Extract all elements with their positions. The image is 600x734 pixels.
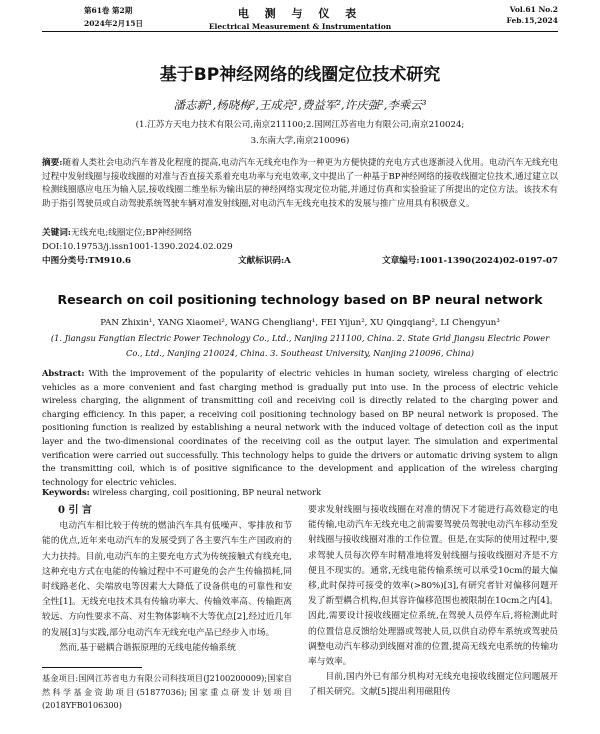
affiliation-en-line2: Co., Ltd., Nanjing 210024, China. 3. Southeast University, Nanjing 210096, China) xyxy=(126,348,474,358)
keywords-en xyxy=(42,486,558,500)
authors-en: PAN Zhixin¹, YANG Xiaomei², WANG Chengliang¹, FEI Yijun², XU Qingqiang², LI Chengyun³ xyxy=(100,318,500,328)
doi: DOI:10.19753/j.issn1001-1390.2024.02.029 xyxy=(42,242,233,252)
left-column xyxy=(42,503,292,656)
journal-name-en: Electrical Measurement & Instrumentation xyxy=(208,22,392,31)
document-code: 文献标识码:A xyxy=(238,256,291,266)
affiliation-cn-line2: 3.东南大学,南京210096) xyxy=(250,136,350,146)
affiliation-en-line1: (1. Jiangsu Fangtian Electric Power Technology Co., Ltd., Nanjing 211100, China. 2. State Grid Jiangsu Electric Power xyxy=(50,333,550,343)
abstract-cn-label: 摘要: xyxy=(42,158,63,168)
running-header xyxy=(42,5,558,31)
keywords-cn-label: 关键词: xyxy=(42,228,71,238)
body-paragraph-3: 要求发射线圈与接收线圈在对准的情况下才能进行高效稳定的电能传输,电动汽车无线充电之前需要驾驶员驾驶电动汽车移动至发射线圈与接收线圈对准的工作位置。但是,在实际的使用过程中,要求驾驶人员每次停车时精准地将发射线圈与接收线圈对齐是不方便且不现实的。通常,无线电能传输系统可以承受10cm的最大偏移,此时保持可接受的效率(>80%)[3],有研究者针对偏移问题开发了新型耦合机构,但其容许偏移范围也被限制在10cm之内[4]。因此,需要设计接收线圈定位系统,在驾驶人员停车后,将检测此时的位置信息反馈给处理器或驾驶人员,以供自动停车系统或驾驶员调整电动汽车移动到线圈对准的位置,提高无线充电系统的传输功率与效率。 xyxy=(308,505,558,668)
issue-date-en: Feb.15,2024 xyxy=(506,16,558,25)
body-paragraph-1: 电动汽车相比较于传统的燃油汽车具有低噪声、零排放和节能的优点,近年来电动汽车的发展受到了各主要汽车生产国政府的大力扶持。目前,电动汽车的主要充电方式为传统接触式有线充电,这种充电方式在电能的传输过程中不可避免的会产生传输损耗,同时线路老化、尖端放电等因素大大降低了设备供电的可靠性和安全性[1]。无线充电技术具有传输功率大、传输效率高、传输距离较远、方向性要求不高、对生物体影响不大等优点[2],经过近几年的发展[3]与实践,部分电动汽车无线充电产品已经步入市场。 xyxy=(42,521,292,638)
abstract-en xyxy=(42,367,558,489)
article-number: 文章编号:1001-1390(2024)02-0197-07 xyxy=(382,256,558,266)
section-heading: 0 引 言 xyxy=(58,505,92,516)
keywords-cn-text: 无线充电;线圈定位;BP神经网络 xyxy=(70,228,192,238)
journal-name xyxy=(42,5,558,31)
keywords-en-text: wireless charging, coil positioning, BP neural network xyxy=(92,487,322,497)
clc-number: 中图分类号:TM910.6 xyxy=(42,256,131,266)
body-paragraph-4: 目前,国内外已有部分机构对无线充电接收线圈定位问题展开了相关研究。文献[5]提出利用磁阻传 xyxy=(308,672,558,698)
volume-issue-en: Vol.61 No.2 xyxy=(509,5,558,14)
issue-date: 2024年2月15日 xyxy=(84,19,144,28)
body-paragraph-2: 然而,基于磁耦合谐振原理的无线电能传输系统 xyxy=(59,642,236,653)
journal-volume-info-en xyxy=(507,5,558,25)
abstract-cn xyxy=(42,157,558,211)
funding-footnote: 基金项目:国网江苏省电力有限公司科技项目(J2100200009);国家自然科学基金资助项目(51877036);国家重点研发计划项目(2018YFB0106300) xyxy=(42,673,292,710)
right-column xyxy=(308,503,558,701)
keywords-en-label: Keywords: xyxy=(42,487,90,497)
volume-issue: 第61卷 第2期 xyxy=(84,6,133,15)
authors-cn: 潘志新¹,杨晓梅²,王成亮¹,费益军²,许庆强²,李乘云³ xyxy=(173,98,427,112)
abstract-en-label: Abstract: xyxy=(42,368,85,378)
abstract-cn-text: 随着人类社会电动汽车普及化程度的提高,电动汽车无线充电作为一种更为方便快捷的充电方式也逐渐浸入优用。电动汽车无线充电过程中发射线圈与接收线圈的对准与否直接关系着充电功率与充电效率,文中提出了一种基于BP神经网络的接收线圈定位技术,通过建立以检测线圈感应电压为输入层,接收线圈二维坐标为输出层的神经网络实现定位功能,并通过仿真和实验验证了所提出的定位方法。该技术有助于指引驾驶员或自动驾驶系统驾驶车辆对准发射线圈,对电动汽车无线充电技术的发展与推广应用具有积极意义。 xyxy=(42,158,559,209)
keywords-cn xyxy=(42,227,558,241)
affiliation-cn-line1: (1.江苏方天电力技术有限公司,南京211100;2.国网江苏省电力有限公司,南京210024; xyxy=(135,120,465,130)
classification-row xyxy=(42,255,558,269)
journal-name-cn: 电 测 与 仪 表 xyxy=(237,7,363,20)
paper-title-cn: 基于BP神经网络的线圈定位技术研究 xyxy=(159,65,441,85)
header-rule xyxy=(42,31,558,32)
paper-title-en: Research on coil positioning technology based on BP neural network xyxy=(57,292,543,307)
footnote-rule xyxy=(42,667,142,668)
abstract-en-text: With the improvement of the popularity of electric vehicles in human society, wireless charging of electric vehicles as a more convenient and fast charging method is gradually put into use. In the process of electric vehicle wireless charging, the alignment of transmitting coil and receiving coil is directly related to the charging power and charging efficiency. In this paper, a receiving coil positioning technology based on BP neural network is proposed. The positioning function is realized by establishing a neural network with the induced voltage of detection coil as the input layer and the two-dimensional coordinates of the receiving coil as the output layer. The simulation and experimental verification were carried out successfully. This technology helps to guide the drivers or automatic driving system to align the transmitting coil, which is of positive significance to the development and application of the wireless charging technology for electric vehicles. xyxy=(42,368,559,487)
